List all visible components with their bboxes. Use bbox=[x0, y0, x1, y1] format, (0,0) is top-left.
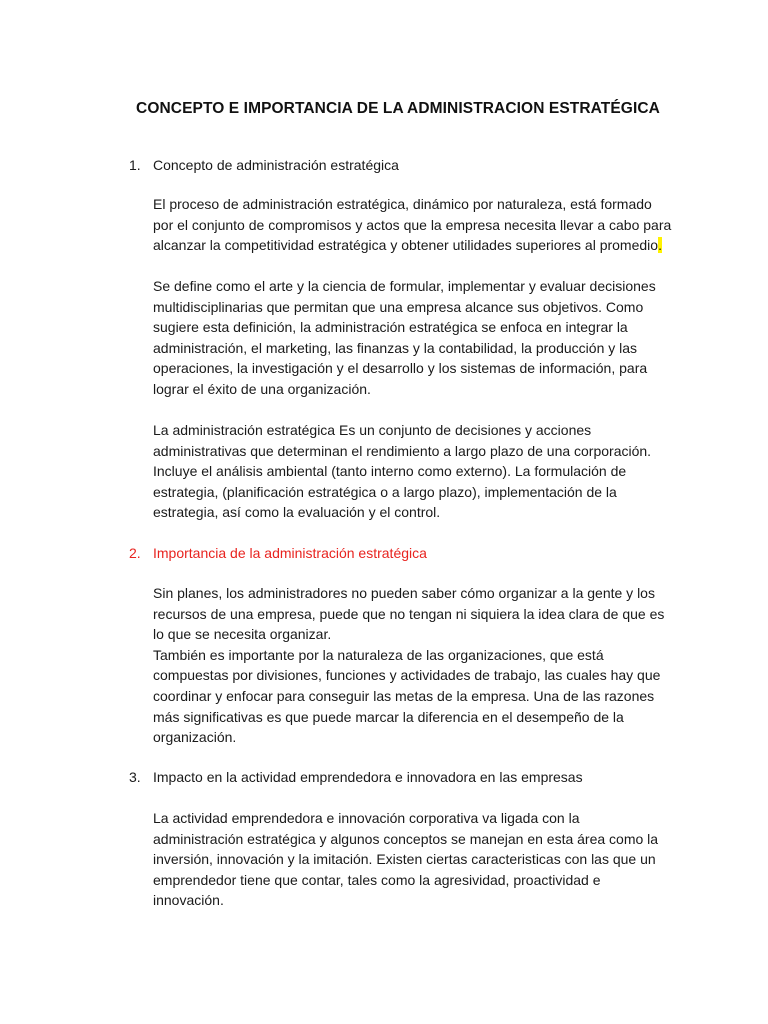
text-line: sugiere esta definición, la administración estratégica se enfoca en integrar la bbox=[153, 319, 628, 336]
section-3-heading bbox=[129, 767, 583, 787]
text-line: innovación. bbox=[153, 892, 224, 909]
text-line: operaciones, la investigación y el desarrollo y los sistemas de información, para bbox=[153, 360, 648, 377]
section-title: Importancia de la administración estratégica bbox=[153, 545, 427, 561]
text-line: por el conjunto de compromisos y actos que la empresa necesita llevar a cabo para bbox=[153, 216, 672, 233]
highlighted-period: . bbox=[658, 237, 662, 254]
section-1-paragraph-2 bbox=[153, 276, 673, 400]
section-2-paragraph-1 bbox=[153, 583, 673, 748]
text-line: Sin planes, los administradores no pueden saber cómo organizar a la gente y los bbox=[153, 585, 655, 601]
text-line bbox=[153, 235, 673, 256]
section-2-heading bbox=[129, 543, 427, 563]
text-line: administrativas que determinan el rendimiento a largo plazo de una corporación. bbox=[153, 442, 652, 459]
text-line: multidisciplinarias que permitan que una empresa alcance sus objetivos. Como bbox=[153, 298, 644, 315]
section-number: 3. bbox=[129, 769, 141, 785]
text-line: estrategia, así como la evaluación y el control. bbox=[153, 504, 441, 521]
section-3-paragraph-1 bbox=[153, 808, 673, 911]
text-line: También es importante por la naturaleza de las organizaciones, que está bbox=[153, 646, 604, 663]
text-line: Incluye el análisis ambiental (tanto interno como externo). La formulación de bbox=[153, 463, 627, 480]
document-title: CONCEPTO E IMPORTANCIA DE LA ADMINISTRACION ESTRATÉGICA bbox=[136, 100, 660, 117]
text-line: inversión, innovación y la imitación. Existen ciertas caracteristicas con las que un bbox=[153, 851, 656, 868]
text-line: organización. bbox=[153, 729, 237, 746]
text-line: administración, el marketing, las finanzas y la contabilidad, la producción y las bbox=[153, 339, 638, 356]
text-line: lo que se necesita organizar. bbox=[153, 626, 332, 643]
section-1-heading bbox=[129, 155, 399, 175]
text-line: lograr el éxito de una organización. bbox=[153, 380, 371, 397]
section-title: Impacto en la actividad emprendedora e innovadora en las empresas bbox=[153, 769, 583, 785]
text-line: coordinar y enfocar para conseguir las metas de la empresa. Una de las razones bbox=[153, 687, 655, 704]
text-line: estrategia, (planificación estratégica o a largo plazo), implementación de la bbox=[153, 483, 617, 500]
text-line: administración estratégica y algunos conceptos se manejan en esta área como la bbox=[153, 830, 659, 847]
section-1-paragraph-3 bbox=[153, 420, 673, 523]
text-line: más significativas es que puede marcar la diferencia en el desempeño de la bbox=[153, 708, 624, 725]
text-line: recursos de una empresa, puede que no tengan ni siquiera la idea clara de que es bbox=[153, 605, 665, 622]
section-title: Concepto de administración estratégica bbox=[153, 157, 399, 173]
section-number: 2. bbox=[129, 545, 141, 561]
text-line: El proceso de administración estratégica, dinámico por naturaleza, está formado bbox=[153, 196, 652, 212]
text-line: Se define como el arte y la ciencia de formular, implementar y evaluar decisiones bbox=[153, 278, 656, 294]
section-1-paragraph-1 bbox=[153, 194, 673, 256]
text-line: compuestas por divisiones, funciones y actividades de trabajo, las cuales hay que bbox=[153, 667, 661, 684]
section-number: 1. bbox=[129, 157, 141, 173]
text-line: emprendedor tiene que contar, tales como la agresividad, proactividad e bbox=[153, 871, 601, 888]
text-line: La actividad emprendedora e innovación corporativa va ligada con la bbox=[153, 810, 580, 826]
text-line-content: alcanzar la competitividad estratégica y obtener utilidades superiores al promedio bbox=[153, 237, 659, 254]
text-line: La administración estratégica Es un conjunto de decisiones y acciones bbox=[153, 422, 592, 438]
